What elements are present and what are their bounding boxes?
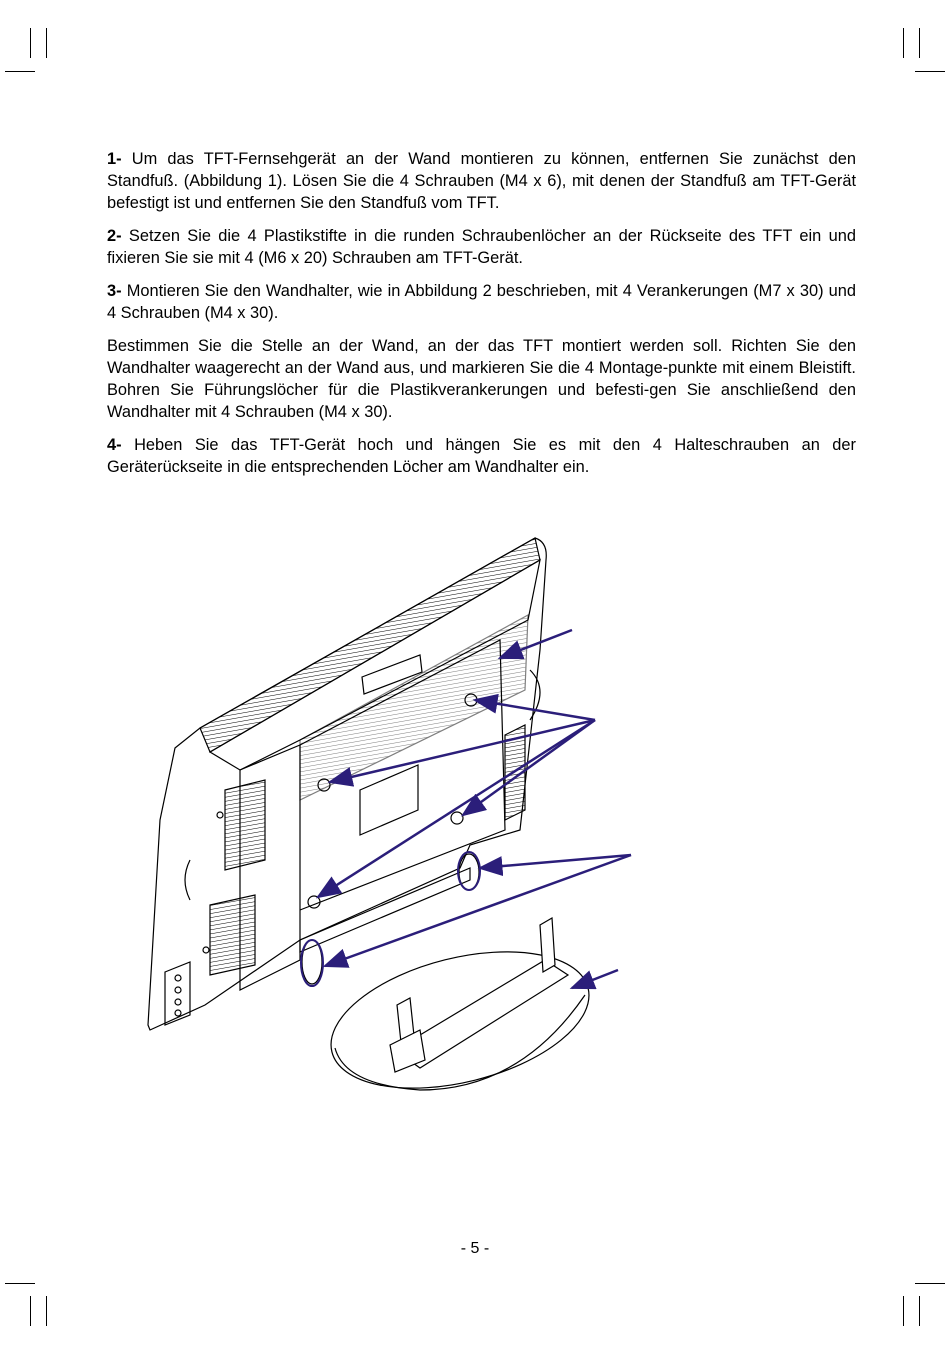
page-number: - 5 -	[460, 1240, 490, 1257]
instruction-step-4: 4- Heben Sie das TFT-Gerät hoch und hängen Sie es mit den 4 Halteschrauben an der Geräterückseite in die entsprechenden Löcher am Wandhalter ein.	[107, 436, 856, 476]
tv-mounting-diagram	[130, 525, 650, 1100]
instruction-paragraph: Bestimmen Sie die Stelle an der Wand, an der das TFT montiert werden soll. Richten Sie den Wandhalter waagerecht an der Wand aus, und markieren Sie die 4 Montage-punkte mit einem Bleistift. Bohren Sie Führungslöcher für die Plastikverankerungen und befesti-gen Sie anschließend den Wandhalter mit 4 Schrauben (M4 x 30).	[107, 337, 856, 421]
instruction-step-1: 1- Um das TFT-Fernsehgerät an der Wand montieren zu können, entfernen Sie zunächst den Standfuß. (Abbildung 1). Lösen Sie die 4 Schrauben (M4 x 6), mit denen der Standfuß am TFT-Gerät befestigt ist und entfernen Sie den Standfuß vom TFT.	[107, 150, 856, 212]
instruction-text	[107, 148, 856, 489]
instruction-step-3: 3- Montieren Sie den Wandhalter, wie in Abbildung 2 beschrieben, mit 4 Verankerungen (M7 x 30) und 4 Schrauben (M4 x 30).	[107, 282, 856, 322]
instruction-step-2: 2- Setzen Sie die 4 Plastikstifte in die runden Schraubenlöcher an der Rückseite des TFT ein und fixieren Sie sie mit 4 (M6 x 20) Schrauben am TFT-Gerät.	[107, 227, 856, 267]
stand-base	[317, 918, 603, 1100]
